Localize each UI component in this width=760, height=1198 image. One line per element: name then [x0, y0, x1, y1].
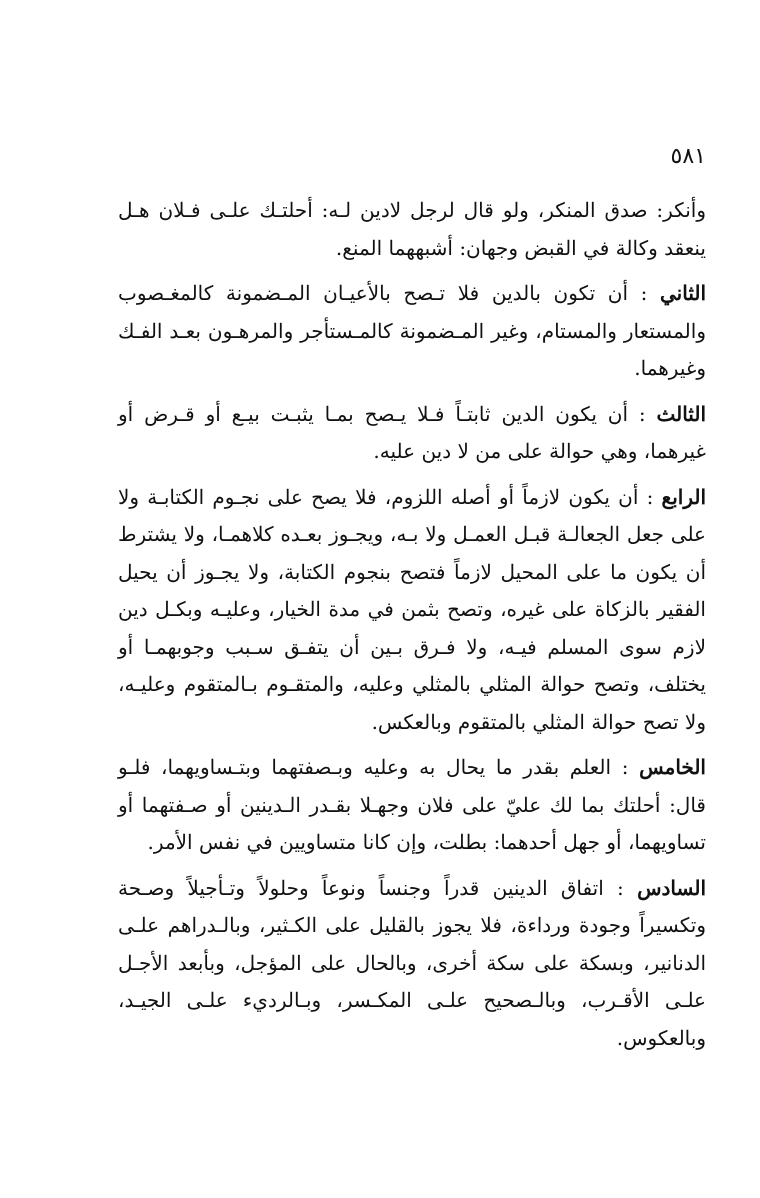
paragraph-heading: الثاني [659, 281, 706, 305]
paragraph-intro [118, 192, 706, 267]
paragraph-text: : العلم بقدر ما يحال به وعليه وبـصفتهما وبتـساويهما، فلـو قال: أحلتك بما لك عليّ على فلان وجهـلا بقـدر الـدينين أو صـفتهما أو تساويهما، أو جهل أحدهما: بطلت، وإن كانا متساويين في نفس الأمر. [118, 755, 706, 854]
paragraph-fourth-condition [118, 479, 706, 742]
paragraph-sixth-condition [118, 870, 706, 1058]
paragraph-heading: الخامس [639, 755, 706, 779]
paragraph-text: : أن تكون بالدين فلا تـصح بالأعيـان المـضمونة كالمغـصوب والمستعار والمستام، وغير المـضمونة كالمـستأجر والمرهـون بعـد الفـك وغيرهما. [118, 281, 706, 380]
paragraph-heading: الثالث [656, 401, 706, 426]
paragraph-heading: السادس [637, 875, 706, 900]
paragraph-heading: الرابع [661, 484, 706, 509]
paragraph-fifth-condition [118, 749, 706, 862]
page-number: ٥٨١ [670, 144, 706, 169]
document-page [118, 140, 706, 1065]
paragraph-text: : أن يكون الدين ثابتـاً فـلا يـصح بمـا يثبـت بيـع أو قـرض أو غيرهما، وهي حوالة على من لا دين عليه. [118, 401, 706, 463]
paragraph-text: وأنكر: صدق المنكر، ولو قال لرجل لادين لـه: أحلتـك علـى فـلان هـل ينعقد وكالة في القبض وجهان: أشبههما المنع. [118, 198, 706, 260]
paragraph-second-condition [118, 275, 706, 388]
paragraph-third-condition [118, 396, 706, 471]
paragraph-text: : أن يكون لازماً أو أصله اللزوم، فلا يصح على نجـوم الكتابـة ولا على جعل الجعالـة قبـل العمـل ولا بـه، ويجـوز بعـده كلاهمـا، ولا يشترط أن يكون ما على المحيل لازماً فتصح بنجوم الكتابة، ولا يجـوز أن يحيل الفقير بالزكاة على غيره، وتصح بثمن في مدة الخيار، وعليـه وبكـل دين لازم سوى المسلم فيـه، ولا فـرق بـين أن يتفـق سـبب وجوبهمـا أو يختلف، وتصح حوالة المثلي بالمثلي وعليه، والمتقـوم بـالمتقوم وعليـه، ولا تصح حوالة المثلي بالمتقوم وبالعكس. [118, 484, 706, 734]
paragraph-text: : اتفاق الدينين قدراً وجنساً ونوعاً وحلولاً وتـأجيلاً وصـحة وتكسيراً وجودة ورداءة، فلا يجوز بالقليل على الكـثير، وبالـدراهم علـى الدنانير، وبسكة على سكة أخرى، وبالحال على المؤجل، وبأبعد الأجـل علـى الأقـرب، وبالـصحيح علـى المكـسر، وبـالرديء علـى الجيـد، وبالعكوس. [118, 875, 706, 1050]
